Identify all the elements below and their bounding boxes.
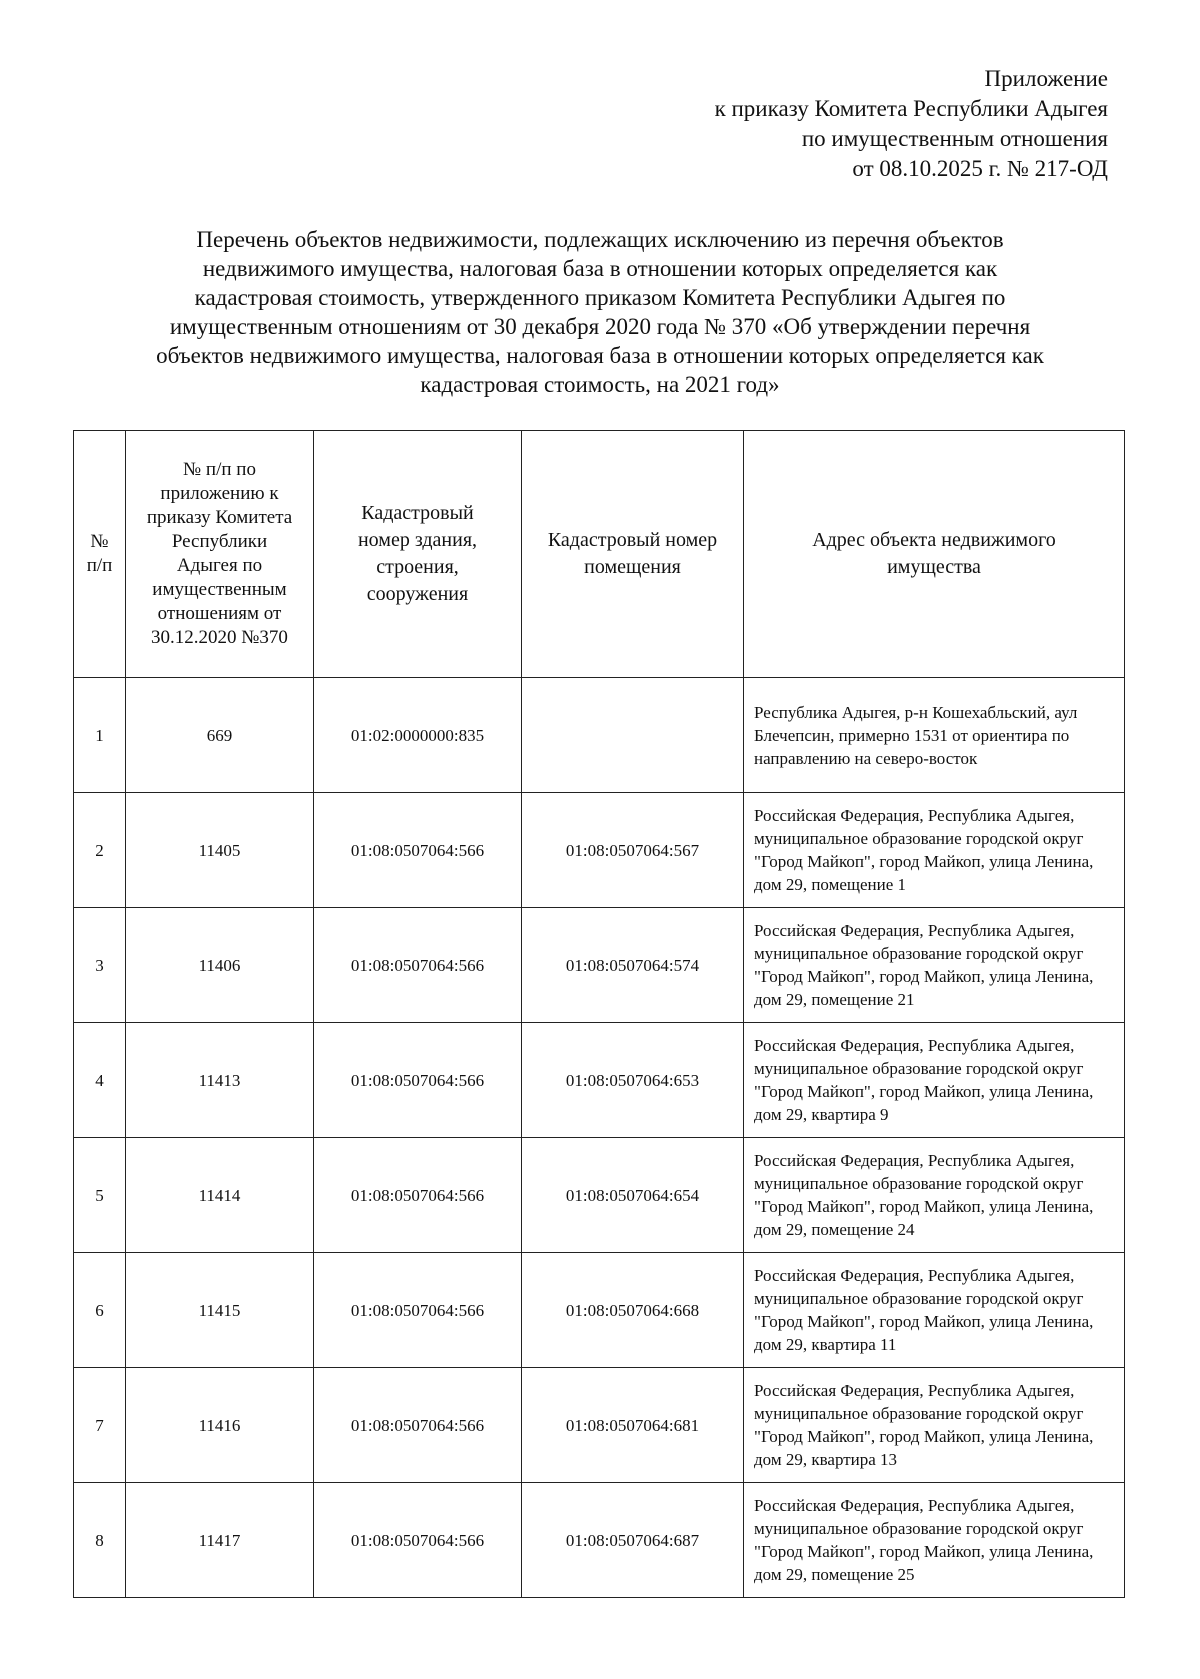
address-cell: Российская Федерация, Республика Адыгея, муниципальное образование городской округ "Город Майкоп", город Майкоп, улица Ленина, дом 29, помещение 21 — [744, 908, 1125, 1023]
property-table — [73, 430, 1125, 1598]
reference-number-cell: 11406 — [126, 908, 314, 1023]
building-cadastral-cell: 01:08:0507064:566 — [314, 1368, 522, 1483]
row-number-cell: 1 — [74, 678, 126, 793]
title-line: кадастровая стоимость, утвержденного приказом Комитета Республики Адыгея по — [194, 285, 1006, 310]
reference-number-cell: 11416 — [126, 1368, 314, 1483]
title-line: имущественным отношениям от 30 декабря 2020 года № 370 «Об утверждении перечня — [169, 314, 1031, 339]
appendix-title: Приложение — [984, 66, 1108, 91]
table-row — [74, 793, 1125, 908]
room-cadastral-cell: 01:08:0507064:574 — [522, 908, 744, 1023]
address-cell: Российская Федерация, Республика Адыгея, муниципальное образование городской округ "Город Майкоп", город Майкоп, улица Ленина, дом 29, квартира 13 — [744, 1368, 1125, 1483]
reference-number-cell: 669 — [126, 678, 314, 793]
appendix-order-date: от 08.10.2025 г. № 217-ОД — [852, 156, 1108, 181]
room-cadastral-cell: 01:08:0507064:681 — [522, 1368, 744, 1483]
room-cadastral-cell — [522, 678, 744, 793]
row-number-cell: 8 — [74, 1483, 126, 1598]
address-cell: Российская Федерация, Республика Адыгея, муниципальное образование городской округ "Город Майкоп", город Майкоп, улица Ленина, дом 29, помещение 24 — [744, 1138, 1125, 1253]
header-address: Адрес объекта недвижимого имущества — [744, 431, 1125, 678]
room-cadastral-cell: 01:08:0507064:654 — [522, 1138, 744, 1253]
table-row — [74, 1023, 1125, 1138]
reference-number-cell: 11413 — [126, 1023, 314, 1138]
header-room-cadastral: Кадастровый номер помещения — [522, 431, 744, 678]
row-number-cell: 5 — [74, 1138, 126, 1253]
header-reference-number: № п/п по приложению к приказу Комитета Республики Адыгея по имущественным отношениям от 30.12.2020 №370 — [126, 431, 314, 678]
building-cadastral-cell: 01:08:0507064:566 — [314, 1253, 522, 1368]
table-body — [74, 678, 1125, 1598]
reference-number-cell: 11414 — [126, 1138, 314, 1253]
row-number-cell: 2 — [74, 793, 126, 908]
title-line: Перечень объектов недвижимости, подлежащих исключению из перечня объектов — [196, 227, 1004, 252]
header-building-cadastral: Кадастровый номер здания, строения, сооружения — [314, 431, 522, 678]
title-line: кадастровая стоимость, на 2021 год» — [420, 372, 780, 397]
title-line: объектов недвижимого имущества, налоговая база в отношении которых определяется как — [156, 343, 1044, 368]
appendix-order-ref: к приказу Комитета Республики Адыгея — [714, 96, 1108, 121]
room-cadastral-cell: 01:08:0507064:687 — [522, 1483, 744, 1598]
reference-number-cell: 11415 — [126, 1253, 314, 1368]
table-row — [74, 1483, 1125, 1598]
appendix-order-dept: по имущественным отношения — [801, 126, 1108, 151]
row-number-cell: 6 — [74, 1253, 126, 1368]
building-cadastral-cell: 01:08:0507064:566 — [314, 1138, 522, 1253]
address-cell: Российская Федерация, Республика Адыгея, муниципальное образование городской округ "Город Майкоп", город Майкоп, улица Ленина, дом 29, квартира 11 — [744, 1253, 1125, 1368]
building-cadastral-cell: 01:08:0507064:566 — [314, 908, 522, 1023]
table-row — [74, 678, 1125, 793]
reference-number-cell: 11405 — [126, 793, 314, 908]
table-row — [74, 908, 1125, 1023]
room-cadastral-cell: 01:08:0507064:653 — [522, 1023, 744, 1138]
table-row — [74, 1368, 1125, 1483]
address-cell: Российская Федерация, Республика Адыгея, муниципальное образование городской округ "Город Майкоп", город Майкоп, улица Ленина, дом 29, помещение 25 — [744, 1483, 1125, 1598]
building-cadastral-cell: 01:08:0507064:566 — [314, 1483, 522, 1598]
room-cadastral-cell: 01:08:0507064:668 — [522, 1253, 744, 1368]
row-number-cell: 4 — [74, 1023, 126, 1138]
address-cell: Российская Федерация, Республика Адыгея, муниципальное образование городской округ "Город Майкоп", город Майкоп, улица Ленина, дом 29, помещение 1 — [744, 793, 1125, 908]
appendix-header — [560, 64, 1108, 184]
table-row — [74, 1138, 1125, 1253]
building-cadastral-cell: 01:02:0000000:835 — [314, 678, 522, 793]
reference-number-cell: 11417 — [126, 1483, 314, 1598]
building-cadastral-cell: 01:08:0507064:566 — [314, 793, 522, 908]
table-row — [74, 1253, 1125, 1368]
building-cadastral-cell: 01:08:0507064:566 — [314, 1023, 522, 1138]
room-cadastral-cell: 01:08:0507064:567 — [522, 793, 744, 908]
title-line: недвижимого имущества, налоговая база в отношении которых определяется как — [202, 256, 998, 281]
row-number-cell: 3 — [74, 908, 126, 1023]
document-title — [60, 225, 1140, 399]
header-row-number: № п/п — [74, 431, 126, 678]
address-cell: Российская Федерация, Республика Адыгея, муниципальное образование городской округ "Город Майкоп", город Майкоп, улица Ленина, дом 29, квартира 9 — [744, 1023, 1125, 1138]
row-number-cell: 7 — [74, 1368, 126, 1483]
address-cell: Республика Адыгея, р-н Кошехабльский, аул Блечепсин, примерно 1531 от ориентира по направлению на северо-восток — [744, 678, 1125, 793]
table-header-row — [74, 431, 1125, 678]
